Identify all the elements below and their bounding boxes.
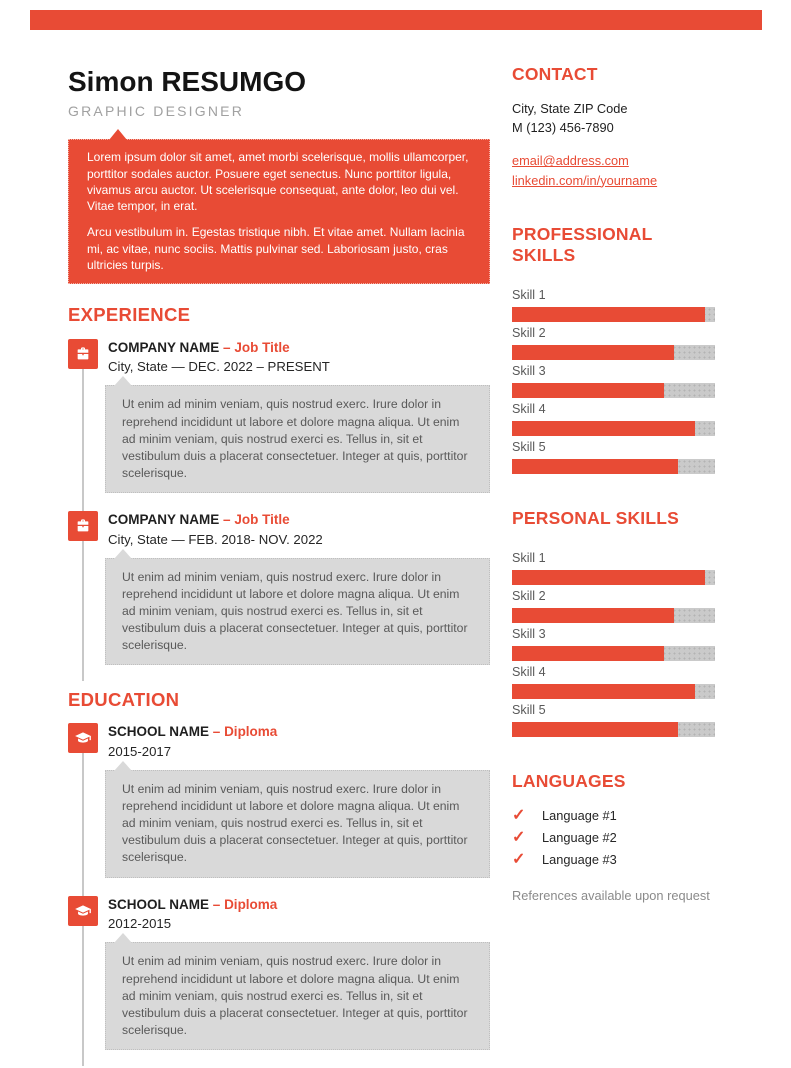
entry-meta: City, State — DEC. 2022 – PRESENT bbox=[108, 359, 330, 375]
company-name: COMPANY NAME bbox=[108, 511, 220, 527]
skill-bar-fill bbox=[512, 722, 678, 737]
briefcase-icon bbox=[68, 339, 98, 369]
skill-row bbox=[512, 326, 715, 360]
entry-title-line bbox=[108, 512, 323, 529]
languages-list bbox=[512, 808, 715, 868]
skill-label: Skill 1 bbox=[512, 550, 546, 565]
entry-description: Ut enim ad minim veniam, quis nostrud exerc. Irure dolor in reprehend incididunt ut labore et dolore magna aliqua. Ut enim ad minim veniam, quis nostrud exerci es. Tellus in, sit et vestibulum duis a placerat consectetuer. Integer at quis, porttitor scelerisque. bbox=[105, 558, 490, 665]
entry-description: Ut enim ad minim veniam, quis nostrud exerc. Irure dolor in reprehend incididunt ut labore et dolore magna aliqua. Ut enim ad minim veniam, quis nostrud exerci es. Tellus in, sit et vestibulum duis a placerat consectetuer. Integer at quis, porttitor scelerisque. bbox=[105, 942, 490, 1049]
skill-bar-fill bbox=[512, 383, 664, 398]
skill-label: Skill 4 bbox=[512, 664, 546, 679]
job-title: Job Title bbox=[234, 339, 290, 355]
skill-bar-track bbox=[512, 421, 715, 436]
title-separator: – bbox=[223, 339, 231, 355]
person-job-title: GRAPHIC DESIGNER bbox=[68, 103, 244, 120]
skill-row bbox=[512, 364, 715, 398]
skill-row bbox=[512, 440, 715, 474]
skill-bar-track bbox=[512, 383, 715, 398]
skill-bar-fill bbox=[512, 608, 674, 623]
top-banner bbox=[30, 10, 762, 30]
experience-heading: EXPERIENCE bbox=[68, 304, 191, 326]
skill-row bbox=[512, 288, 715, 322]
summary-paragraph: Arcu vestibulum in. Egestas tristique nibh. Et vitae amet. Nullam lacinia mi, ac vitae, nunc sociis. Mattis pulvinar sed. Laboriosam justo, cras ultricies turpis. bbox=[87, 225, 465, 273]
email-link[interactable]: email@address.com bbox=[512, 153, 629, 169]
contact-heading: CONTACT bbox=[512, 64, 598, 84]
professional-skills-heading: PROFESSIONAL SKILLS bbox=[512, 223, 653, 265]
checkmark-icon: ✓ bbox=[512, 806, 526, 824]
summary-callout bbox=[68, 139, 490, 284]
contact-phone: M (123) 456-7890 bbox=[512, 120, 614, 136]
references-note: References available upon request bbox=[512, 887, 710, 903]
entry-title-line bbox=[108, 724, 277, 741]
language-item bbox=[512, 852, 715, 868]
skill-bar-fill bbox=[512, 646, 664, 661]
skill-label: Skill 5 bbox=[512, 439, 546, 454]
education-entry bbox=[68, 896, 490, 1050]
skill-bar-track bbox=[512, 345, 715, 360]
company-name: COMPANY NAME bbox=[108, 339, 220, 355]
entry-dates: 2012-2015 bbox=[108, 916, 172, 932]
school-name: SCHOOL NAME bbox=[108, 724, 210, 740]
skill-bar-fill bbox=[512, 684, 695, 699]
entry-meta: City, State — FEB. 2018- NOV. 2022 bbox=[108, 531, 323, 547]
experience-timeline bbox=[68, 339, 490, 666]
language-label: Language #1 bbox=[542, 808, 617, 824]
entry-title-line bbox=[108, 340, 330, 357]
skill-bar-fill bbox=[512, 570, 705, 585]
professional-skills-list bbox=[512, 288, 715, 474]
title-separator: – bbox=[212, 724, 221, 740]
skill-bar-track bbox=[512, 646, 715, 661]
skill-label: Skill 4 bbox=[512, 401, 546, 416]
skill-bar-fill bbox=[512, 421, 695, 436]
entry-dates: 2015-2017 bbox=[108, 744, 172, 760]
graduation-cap-icon bbox=[68, 723, 98, 753]
title-separator: – bbox=[223, 511, 231, 527]
skill-label: Skill 1 bbox=[512, 287, 546, 302]
entry-description: Ut enim ad minim veniam, quis nostrud exerc. Irure dolor in reprehend incididunt ut labore et dolore magna aliqua. Ut enim ad minim veniam, quis nostrud exerci es. Tellus in, sit et vestibulum duis a placerat consectetuer. Integer at quis, porttitor scelerisque. bbox=[105, 385, 490, 492]
personal-skills-heading: PERSONAL SKILLS bbox=[512, 507, 680, 528]
languages-heading: LANGUAGES bbox=[512, 770, 626, 791]
skill-row bbox=[512, 665, 715, 699]
skill-bar-track bbox=[512, 684, 715, 699]
skill-label: Skill 5 bbox=[512, 702, 546, 717]
skill-row bbox=[512, 551, 715, 585]
education-heading: EDUCATION bbox=[68, 689, 180, 711]
skill-bar-fill bbox=[512, 459, 678, 474]
entry-description: Ut enim ad minim veniam, quis nostrud exerc. Irure dolor in reprehend incididunt ut labore et dolore magna aliqua. Ut enim ad minim veniam, quis nostrud exerci es. Tellus in, sit et vestibulum duis a placerat consectetuer. Integer at quis, porttitor scelerisque. bbox=[105, 770, 490, 877]
linkedin-link[interactable]: linkedin.com/in/yourname bbox=[512, 172, 658, 188]
skill-bar-track bbox=[512, 307, 715, 322]
experience-entry bbox=[68, 511, 490, 665]
person-name: Simon RESUMGO bbox=[68, 66, 307, 97]
briefcase-icon bbox=[68, 511, 98, 541]
checkmark-icon: ✓ bbox=[512, 850, 526, 868]
skill-label: Skill 2 bbox=[512, 325, 546, 340]
skill-bar-track bbox=[512, 459, 715, 474]
skill-label: Skill 3 bbox=[512, 626, 546, 641]
language-item bbox=[512, 808, 715, 824]
diploma: Diploma bbox=[224, 724, 278, 740]
language-item bbox=[512, 830, 715, 846]
experience-entry bbox=[68, 339, 490, 493]
education-entry bbox=[68, 723, 490, 877]
skill-label: Skill 3 bbox=[512, 363, 546, 378]
skill-bar-track bbox=[512, 570, 715, 585]
school-name: SCHOOL NAME bbox=[108, 896, 210, 912]
entry-title-line bbox=[108, 897, 277, 914]
skill-row bbox=[512, 589, 715, 623]
main-column bbox=[68, 66, 490, 1068]
skill-label: Skill 2 bbox=[512, 588, 546, 603]
skill-row bbox=[512, 402, 715, 436]
checkmark-icon: ✓ bbox=[512, 828, 526, 846]
diploma: Diploma bbox=[224, 896, 278, 912]
graduation-cap-icon bbox=[68, 896, 98, 926]
skill-row bbox=[512, 703, 715, 737]
skill-bar-fill bbox=[512, 307, 705, 322]
skill-row bbox=[512, 627, 715, 661]
sidebar-column bbox=[512, 64, 715, 903]
skill-bar-track bbox=[512, 722, 715, 737]
skill-bar-fill bbox=[512, 345, 674, 360]
contact-address: City, State ZIP Code bbox=[512, 101, 628, 116]
language-label: Language #3 bbox=[542, 852, 617, 868]
personal-skills-list bbox=[512, 551, 715, 737]
education-timeline bbox=[68, 723, 490, 1050]
title-separator: – bbox=[212, 896, 221, 912]
job-title: Job Title bbox=[234, 511, 290, 527]
language-label: Language #2 bbox=[542, 830, 617, 846]
skill-bar-track bbox=[512, 608, 715, 623]
summary-paragraph: Lorem ipsum dolor sit amet, amet morbi scelerisque, mollis ullamcorper, porttitor sodales auctor. Posuere eget senectus. Nunc porttitor ligula, vivamus arcu auctor. Ut scelerisque consequat, ante dolor, leo dui vel. Vitae tempor, in erat. bbox=[87, 150, 469, 214]
